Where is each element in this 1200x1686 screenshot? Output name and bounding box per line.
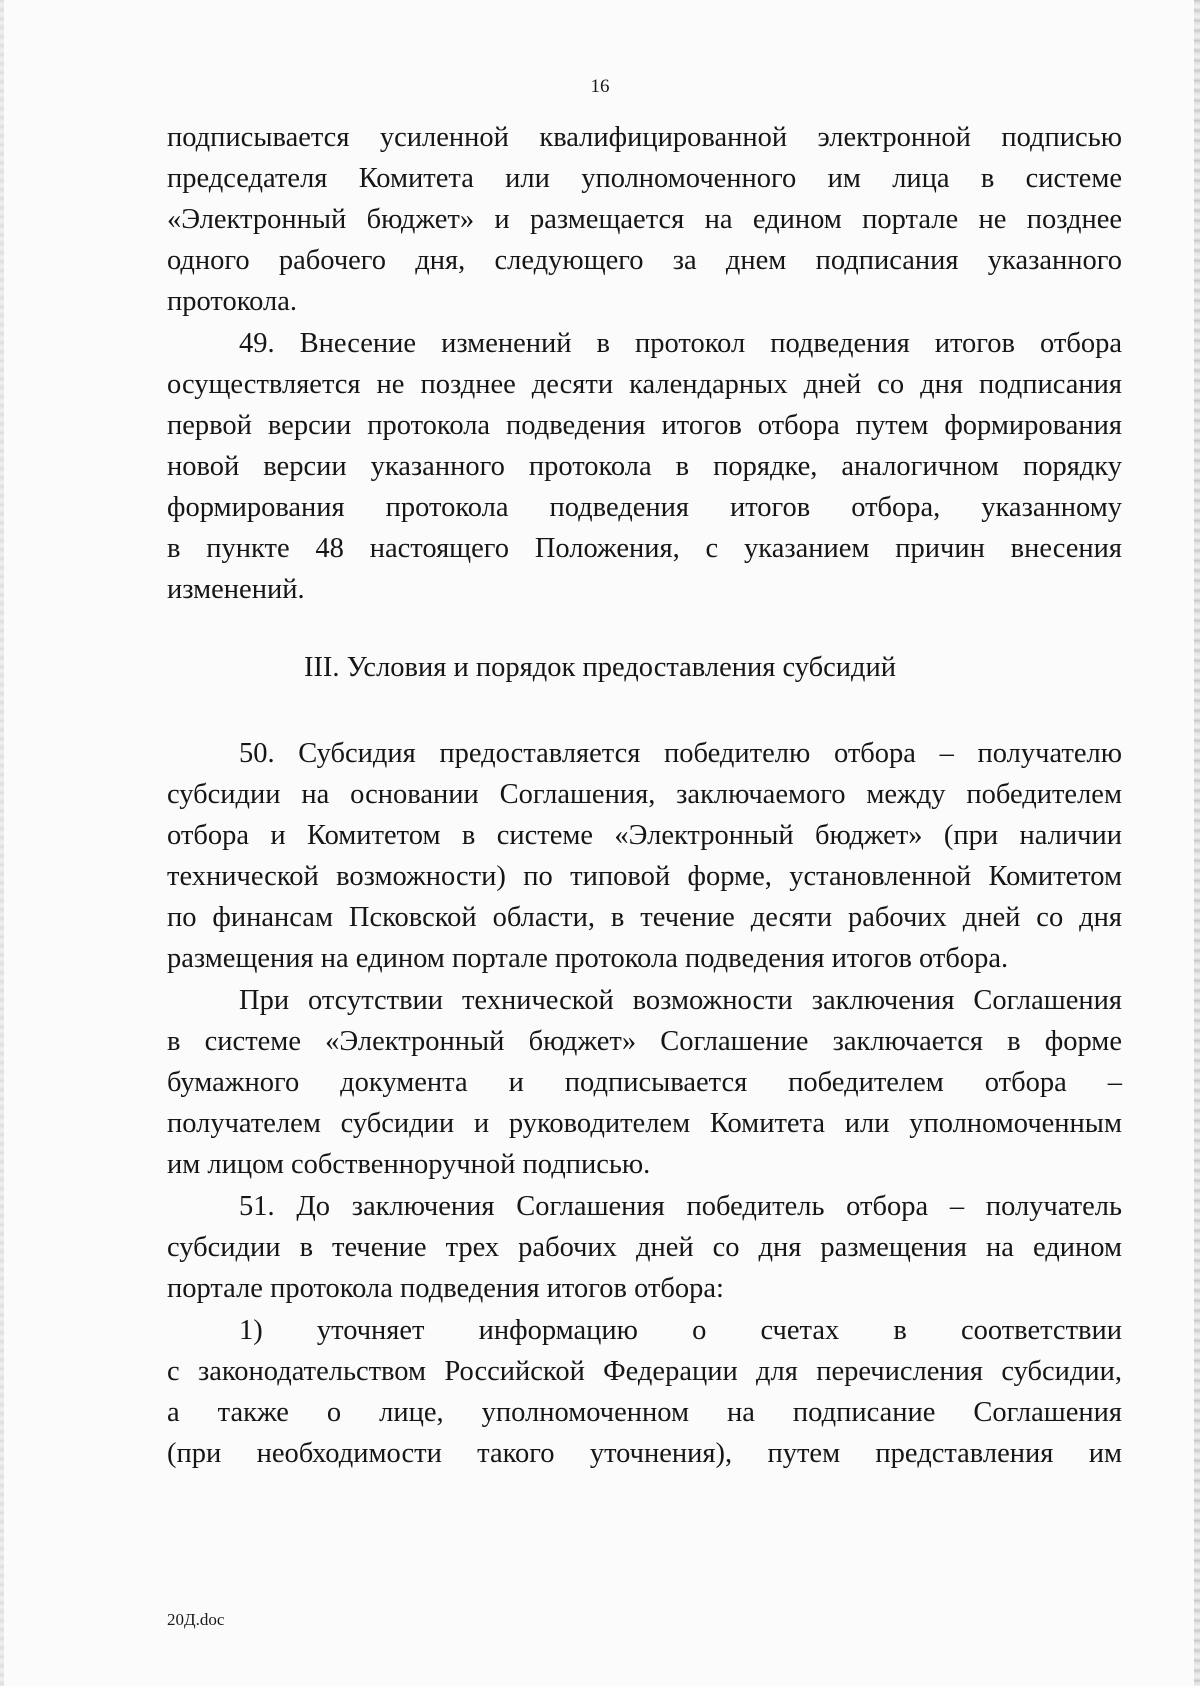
scan-edge-right — [1194, 0, 1200, 1686]
text-line: по финансам Псковской области, в течение десяти рабочих дней со дня — [167, 902, 1122, 933]
text-line: формирования протокола подведения итогов отбора, указанному — [167, 492, 1122, 523]
text-line: субсидии на основании Соглашения, заключаемого между победителем — [167, 779, 1122, 810]
text-line: технической возможности) по типовой форме, установленной Комитетом — [167, 861, 1122, 892]
footer-filename: 20Д.doc — [167, 1610, 225, 1629]
subitem-1-line: 1) уточняет информацию о счетах в соответствии — [239, 1315, 1122, 1346]
text-line: новой версии указанного протокола в порядке, аналогичном порядку — [167, 451, 1122, 482]
paragraph-51-line: 51. До заключения Соглашения победитель отбора – получатель — [239, 1191, 1122, 1222]
text-line: бумажного документа и подписывается победителем отбора – — [167, 1067, 1122, 1098]
text-line: отбора и Комитетом в системе «Электронный бюджет» (при наличии — [167, 820, 1122, 851]
text-line: протокола. — [167, 286, 297, 317]
paragraph-50-line: 50. Субсидия предоставляется победителю отбора – получателю — [239, 738, 1122, 769]
text-line: одного рабочего дня, следующего за днем подписания указанного — [167, 245, 1122, 276]
section-heading: III. Условия и порядок предоставления субсидий — [303, 652, 897, 683]
text-line: а также о лице, уполномоченном на подписание Соглашения — [167, 1397, 1122, 1428]
text-line: субсидии в течение трех рабочих дней со дня размещения на едином — [167, 1232, 1122, 1263]
text-line: подписывается усиленной квалифицированной электронной подписью — [167, 122, 1122, 153]
paragraph-49-line: 49. Внесение изменений в протокол подведения итогов отбора — [239, 328, 1122, 359]
text-line: размещения на едином портале протокола подведения итогов отбора. — [167, 943, 1009, 974]
text-line: в системе «Электронный бюджет» Соглашение заключается в форме — [167, 1026, 1122, 1057]
text-line: с законодательством Российской Федерации для перечисления субсидии, — [167, 1356, 1122, 1387]
page-number: 16 — [590, 76, 610, 97]
scan-edge-left — [0, 0, 4, 1686]
text-line: изменений. — [167, 574, 305, 605]
text-line: «Электронный бюджет» и размещается на едином портале не позднее — [167, 204, 1122, 235]
text-line: (при необходимости такого уточнения), путем представления им — [167, 1438, 1122, 1469]
text-line: портале протокола подведения итогов отбора: — [167, 1273, 724, 1304]
text-line: председателя Комитета или уполномоченного им лица в системе — [167, 163, 1122, 194]
text-line: первой версии протокола подведения итогов отбора путем формирования — [167, 410, 1122, 441]
text-line: им лицом собственноручной подписью. — [167, 1149, 651, 1180]
text-line: в пункте 48 настоящего Положения, с указанием причин внесения — [167, 533, 1122, 564]
paragraph-line: При отсутствии технической возможности заключения Соглашения — [239, 985, 1122, 1016]
text-line: осуществляется не позднее десяти календарных дней со дня подписания — [167, 369, 1122, 400]
text-line: получателем субсидии и руководителем Комитета или уполномоченным — [167, 1108, 1122, 1139]
